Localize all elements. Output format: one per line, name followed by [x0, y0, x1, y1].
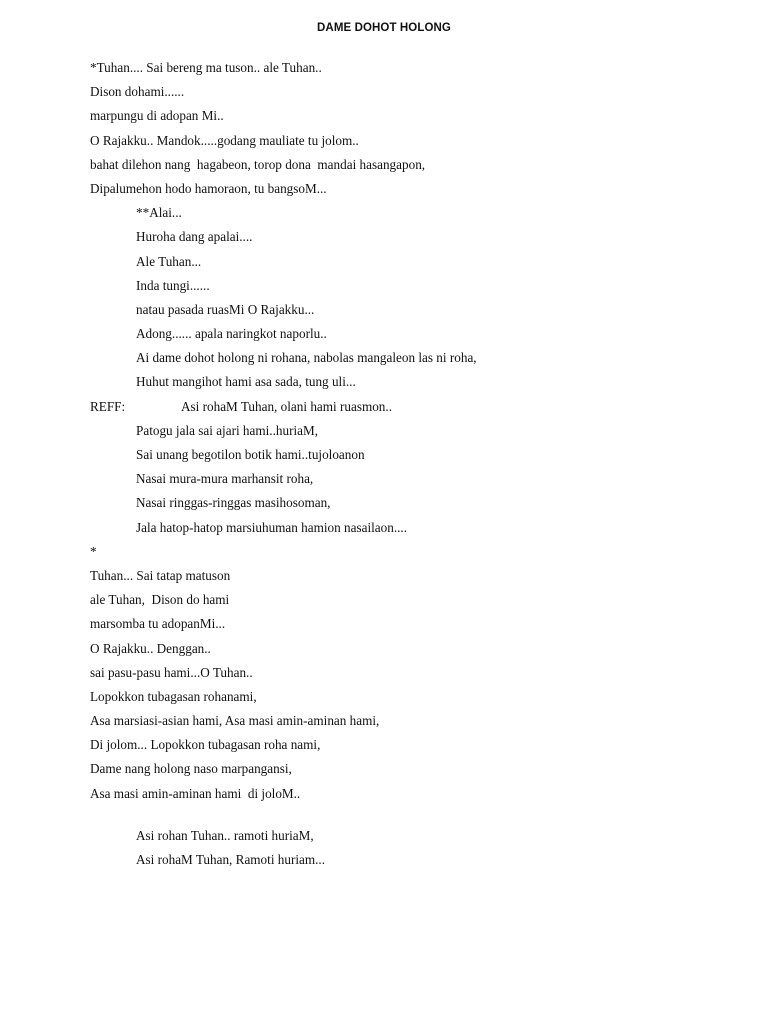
reff-label: REFF:: [90, 398, 126, 414]
lyric-line: *: [90, 543, 97, 559]
blank-line: [90, 807, 730, 825]
lyric-line: sai pasu-pasu hami...O Tuhan..: [90, 664, 253, 680]
lyric-line: Huhut mangihot hami asa sada, tung uli...: [136, 374, 356, 390]
lyric-line: Sai unang begotilon botik hami..tujoloanon: [136, 447, 365, 462]
lyric-line: Jala hatop-hatop marsiuhuman hamion nasailaon....: [136, 519, 408, 535]
lyric-line: Inda tungi......: [136, 277, 210, 293]
lyric-line: Dame nang holong naso marpangansi,: [90, 761, 292, 777]
lyric-line: Adong...... apala naringkot naporlu..: [136, 326, 327, 342]
lyric-line: Asi rohaM Tuhan, Ramoti huriam...: [136, 852, 326, 867]
lyric-line: Asa marsiasi-asian hami, Asa masi amin-aminan hami,: [90, 713, 380, 729]
lyric-line: *Tuhan.... Sai bereng ma tuson.. ale Tuhan..: [90, 60, 322, 75]
lyric-line: Asa masi amin-aminan hami di joloM..: [90, 785, 301, 801]
lyric-line: Ai dame dohot holong ni rohana, nabolas mangaleon las ni roha,: [136, 350, 477, 366]
song-title: DAME DOHOT HOLONG: [317, 22, 451, 34]
lyrics-body: [90, 57, 730, 873]
lyric-line: Nasai ringgas-ringgas masihosoman,: [136, 495, 331, 511]
lyric-line: **Alai...: [136, 205, 182, 221]
lyric-line: Patogu jala sai ajari hami..huriaM,: [136, 422, 319, 438]
lyric-line: marpungu di adopan Mi..: [90, 108, 224, 124]
lyric-line: Di jolom... Lopokkon tubagasan roha nami,: [90, 737, 321, 753]
lyric-line: bahat dilehon nang hagabeon, torop dona mandai hasangapon,: [90, 156, 426, 172]
lyric-line: Tuhan... Sai tatap matuson: [90, 567, 231, 583]
lyric-line: marsomba tu adopanMi...: [90, 616, 226, 632]
lyric-line: Ale Tuhan...: [136, 253, 202, 269]
reff-text: Asi rohaM Tuhan, olani hami ruasmon..: [181, 398, 392, 414]
lyric-line: Lopokkon tubagasan rohanami,: [90, 688, 257, 704]
lyric-line: Dison dohami......: [90, 84, 185, 100]
lyric-line: Nasai mura-mura marhansit roha,: [136, 471, 314, 487]
lyric-line: Huroha dang apalai....: [136, 229, 253, 245]
lyric-line: O Rajakku.. Mandok.....godang mauliate tu jolom..: [90, 132, 359, 148]
lyric-line: Dipalumehon hodo hamoraon, tu bangsoM...: [90, 180, 327, 196]
lyric-line: natau pasada ruasMi O Rajakku...: [136, 301, 315, 317]
reff-line: [90, 396, 730, 420]
lyric-line: O Rajakku.. Denggan..: [90, 640, 211, 656]
lyric-line: Asi rohan Tuhan.. ramoti huriaM,: [136, 827, 314, 843]
lyric-line: ale Tuhan, Dison do hami: [90, 592, 230, 608]
